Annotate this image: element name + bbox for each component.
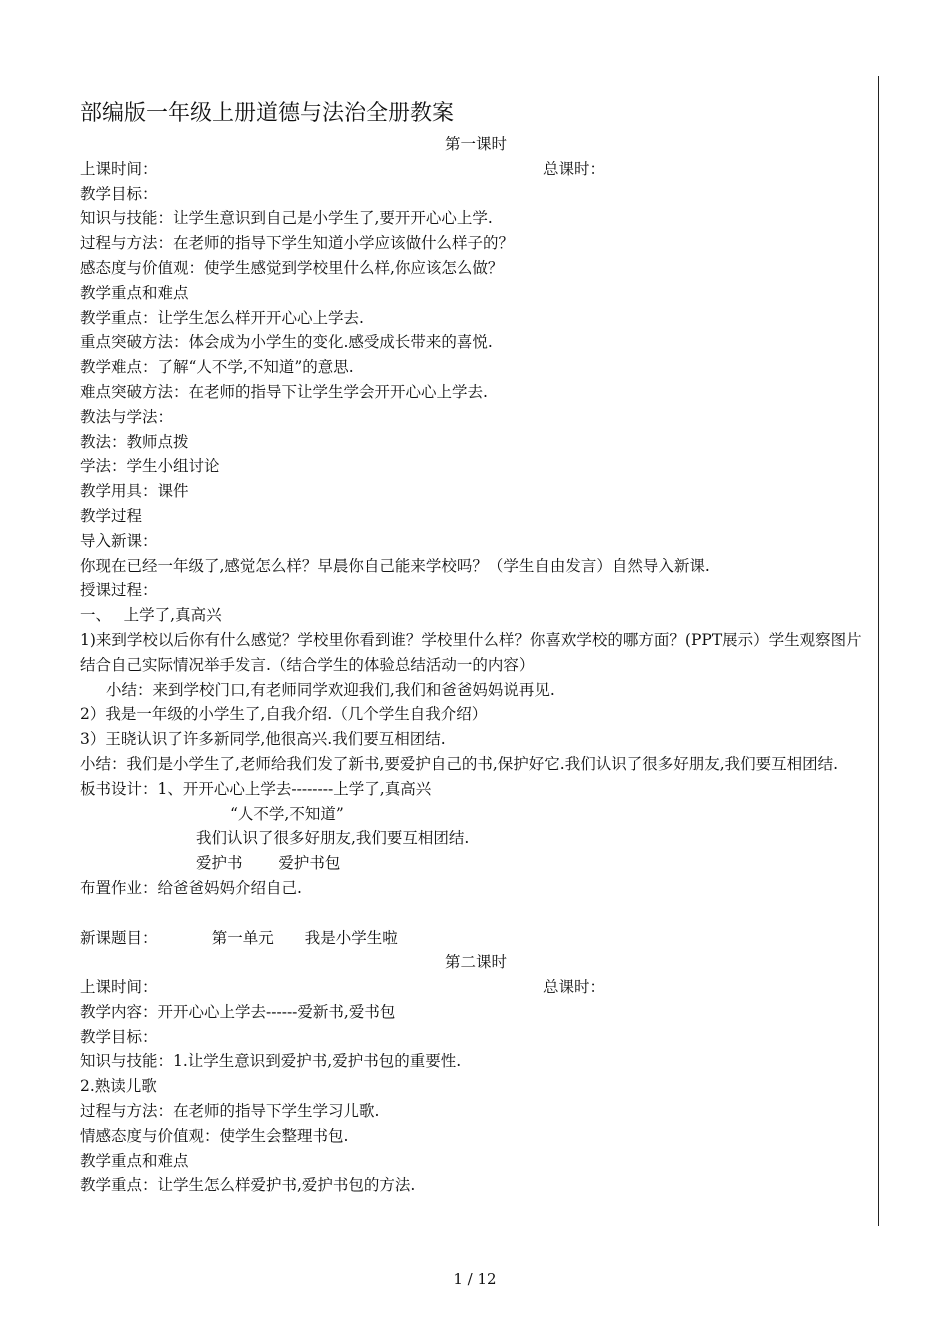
text-line: 授课过程：: [80, 581, 158, 600]
text-line: 知识与技能：1.让学生意识到爱护书,爱护书包的重要性.: [80, 1052, 462, 1071]
page-number: 1 / 12: [453, 1270, 497, 1288]
text-line: 教学过程: [80, 506, 143, 525]
total-hours-label: 总课时：: [543, 978, 606, 997]
text-line: 教学难点：了解“人不学,不知道”的意思.: [80, 358, 354, 377]
right-margin-rule: [878, 76, 879, 1226]
homework-line: 布置作业：给爸爸妈妈介绍自己.: [80, 878, 302, 897]
board-design-line: 板书设计：1、开开心心上学去--------上学了,真高兴: [80, 779, 432, 798]
class-time-label: 上课时间：: [80, 978, 158, 997]
lesson1-time-row: [80, 157, 872, 182]
document-title: 部编版一年级上册道德与法治全册教案: [80, 101, 455, 126]
paragraph: 1)来到学校以后你有什么感觉？学校里你看到谁？学校里什么样？你喜欢学校的哪方面？(PPT展示）学生观察图片结合自己实际情况举手发言.（结合学生的体验总结活动一的内容）: [80, 630, 862, 674]
text-line: 情感态度与价值观：使学生会整理书包.: [80, 1126, 349, 1145]
total-hours-label: 总课时：: [543, 159, 606, 178]
text-line: 2）我是一年级的小学生了,自我介绍.（几个学生自我介绍）: [80, 705, 488, 724]
lesson1-heading: 第一课时: [444, 135, 507, 153]
text-line: 教学目标：: [80, 1027, 158, 1046]
lesson2-heading: 第二课时: [444, 953, 507, 972]
text-line: 教学重点和难点: [80, 283, 189, 302]
blank-line: [80, 901, 872, 926]
text-line: 教学用具：课件: [80, 482, 189, 501]
board-design-line: “人不学,不知道”: [230, 804, 344, 823]
board-design-line: 我们认识了很多好朋友,我们要互相团结.: [196, 829, 470, 848]
summary-paragraph: 小结：我们是小学生了,老师给我们发了新书,要爱护自己的书,保护好它.我们认识了很多好朋友,我们要互相团结.: [80, 754, 839, 773]
text-line: 知识与技能：让学生意识到自己是小学生了,要开开心心上学.: [80, 209, 493, 228]
section-heading: 一、 上学了,真高兴: [80, 606, 222, 625]
text-line: 教法：教师点拨: [80, 432, 189, 451]
text-line: 教学目标：: [80, 184, 158, 203]
text-line: 教学重点和难点: [80, 1151, 189, 1170]
new-topic-line: 新课题目： 第一单元 我是小学生啦: [80, 928, 398, 947]
text-line: 感态度与价值观：使学生感觉到学校里什么样,你应该怎么做？: [80, 258, 504, 277]
text-line: 学法：学生小组讨论: [80, 457, 220, 476]
board-design-line: 爱护书 爱护书包: [196, 854, 341, 873]
lesson2-time-row: [80, 975, 872, 1000]
text-line: 过程与方法：在老师的指导下学生知道小学应该做什么样子的？: [80, 234, 515, 253]
text-line: 教法与学法：: [80, 407, 174, 426]
text-line: 你现在已经一年级了,感觉怎么样？早晨你自己能来学校吗？（学生自由发言）自然导入新课.: [80, 556, 710, 575]
class-time-label: 上课时间：: [80, 159, 158, 178]
text-line: 过程与方法：在老师的指导下学生学习儿歌.: [80, 1102, 380, 1121]
text-line: 难点突破方法：在老师的指导下让学生学会开开心心上学去.: [80, 382, 488, 401]
document-body: [80, 100, 872, 1198]
text-line: 导入新课：: [80, 531, 158, 550]
text-line: 教学重点：让学生怎么样开开心心上学去.: [80, 308, 364, 327]
text-line: 教学重点：让学生怎么样爱护书,爱护书包的方法.: [80, 1176, 416, 1195]
text-line: 2.熟读儿歌: [80, 1077, 157, 1096]
summary-line: 小结：来到学校门口,有老师同学欢迎我们,我们和爸爸妈妈说再见.: [106, 680, 555, 699]
text-line: 3）王晓认识了许多新同学,他很高兴.我们要互相团结.: [80, 730, 446, 749]
text-line: 重点突破方法：体会成为小学生的变化.感受成长带来的喜悦.: [80, 333, 493, 352]
text-line: 教学内容：开开心心上学去------爱新书,爱书包: [80, 1002, 396, 1021]
